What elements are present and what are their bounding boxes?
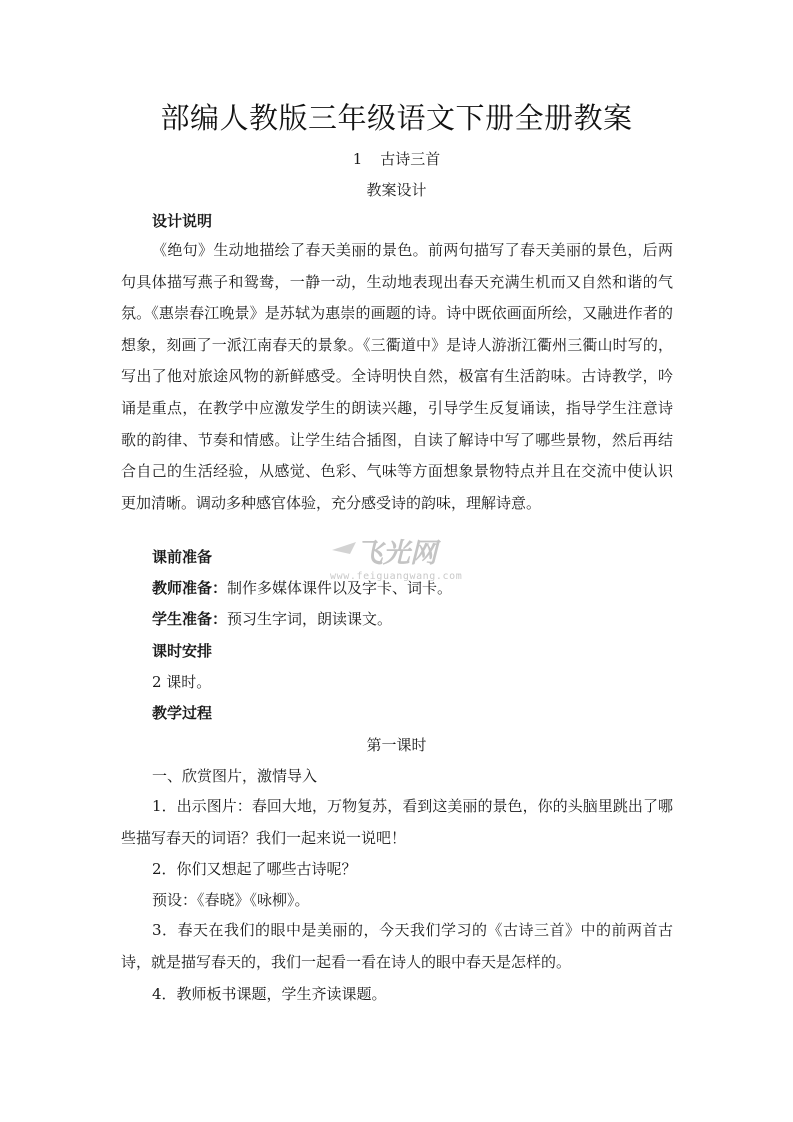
- process-heading: 教学过程: [152, 704, 213, 722]
- lesson-number: 1: [352, 150, 363, 168]
- process-preset: 预设：《春晓》《咏柳》。: [152, 891, 310, 909]
- process-item-1: 1．出示图片：春回大地，万物复苏，看到这美丽的景色，你的头脑里跳出了哪些描写春天的词语？我们一起来说一说吧！: [121, 797, 673, 847]
- watermark-url-text: www.feiguangwang.com: [330, 571, 463, 582]
- schedule-heading: 课时安排: [152, 642, 213, 660]
- process-item-2: 2．你们又想起了哪些古诗呢？: [152, 860, 357, 878]
- lesson-title: 古诗三首: [380, 150, 441, 168]
- document-title: 部编人教版三年级语文下册全册教案: [160, 101, 633, 135]
- first-period-heading: 第一课时: [366, 736, 427, 754]
- design-notes-heading: 设计说明: [152, 212, 213, 230]
- design-notes-paragraph: 《绝句》生动地描绘了春天美丽的景色。前两句描写了春天美丽的景色，后两句具体描写燕子和鸳鸯，一静一动，生动地表现出春天充满生机而又自然和谐的气氛。《惠崇春江晚景》是苏轼为惠崇的画题的诗。诗中既依画面所绘，又融进作者的想象，刻画了一派江南春天的景象。《三衢道中》是诗人游浙江衢州三衢山时写的，写出了他对旅途风物的新鲜感受。全诗明快自然，极富有生活韵味。古诗教学，吟诵是重点，在教学中应激发学生的朗读兴趣，引导学生反复诵读，指导学生注意诗歌的韵律、节奏和情感。让学生结合插图，自读了解诗中写了哪些景物，然后再结合自己的生活经验，从感觉、色彩、气味等方面想象景物特点并且在交流中使认识更加清晰。调动多种感官体验，充分感受诗的韵味，理解诗意。: [121, 241, 673, 512]
- preparation-heading: 课前准备: [152, 548, 213, 566]
- student-preparation: [152, 608, 392, 629]
- section-design-heading: 教案设计: [366, 181, 427, 199]
- watermark-logo-text: 飞光网: [356, 538, 437, 569]
- process-item-4: 4．教师板书课题，学生齐读课题。: [152, 985, 387, 1003]
- lesson-heading: [0, 148, 793, 169]
- process-item-3: 3．春天在我们的眼中是美丽的，今天我们学习的《古诗三首》中的前两首古诗，就是描写春天的，我们一起看一看在诗人的眼中春天是怎样的。: [121, 921, 673, 971]
- student-preparation-text: 预习生字词，朗读课文。: [227, 610, 393, 628]
- teacher-preparation-label: 教师准备：: [152, 579, 228, 597]
- watermark-logo: [326, 528, 466, 590]
- watermark-plane-icon: [332, 542, 356, 554]
- process-step-1: 一、欣赏图片，激情导入: [152, 767, 318, 785]
- schedule-text: 2 课时。: [152, 673, 212, 691]
- teacher-preparation-text: 制作多媒体课件以及字卡、词卡。: [227, 579, 453, 597]
- student-preparation-label: 学生准备：: [152, 610, 228, 628]
